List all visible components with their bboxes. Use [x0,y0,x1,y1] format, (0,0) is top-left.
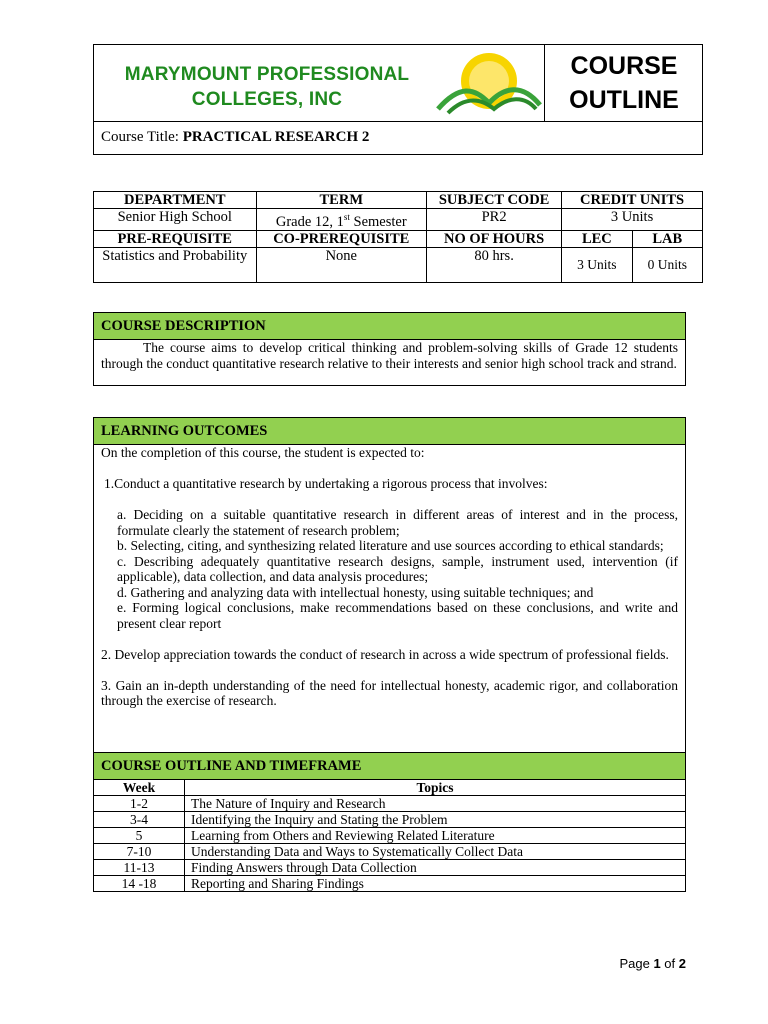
outcome-sub-a: a. Deciding on a suitable quantitative research in different areas of interest and in the process, formulate clearly the statement of research problem; [117,507,678,538]
hours-value: 80 hrs. [427,247,562,282]
college-name-line1: MARYMOUNT PROFESSIONAL [124,64,410,85]
document-title-line2: OUTLINE [569,86,679,114]
prerequisite-value: Statistics and Probability [94,247,257,282]
term-label: TERM [256,192,427,209]
lab-value: 0 Units [632,247,702,282]
week-cell: 3-4 [94,812,185,828]
table-row [94,828,685,844]
week-cell: 11-13 [94,860,185,876]
page-number [619,956,686,971]
page-total: 2 [678,956,686,971]
course-outline-heading: COURSE OUTLINE AND TIMEFRAME [94,753,685,779]
table-row [94,876,685,892]
subject-code-value: PR2 [427,209,562,231]
course-title-label: Course Title: [101,129,179,145]
learning-outcomes-body [94,445,685,709]
document-title-line1: COURSE [570,52,678,80]
page-word: Page [619,956,650,971]
topics-column-header: Topics [185,780,686,796]
course-description-heading: COURSE DESCRIPTION [94,313,685,340]
table-row [94,812,685,828]
department-value: Senior High School [94,209,257,231]
term-value-suffix: Semester [349,213,407,230]
lec-label: LEC [562,230,632,247]
lab-label: LAB [632,230,702,247]
outcome-item-3: 3. Gain an in-depth understanding of the need for intellectual honesty, academic rigor, and collaboration through the exercise of research. [101,677,678,708]
course-title-row [101,129,369,146]
header-top-row [94,45,702,122]
college-name-line2: COLLEGES, INC [191,89,343,110]
topic-cell: Understanding Data and Ways to Systematically Collect Data [185,844,686,860]
outcome-sub-d: d. Gathering and analyzing data with intellectual honesty, using suitable techniques; and [117,584,594,600]
learning-outcomes-heading: LEARNING OUTCOMES [94,418,685,445]
credit-units-label: CREDIT UNITS [562,192,703,209]
page-of: of [664,956,676,971]
department-label: DEPARTMENT [94,192,257,209]
course-outline-table [94,779,685,891]
document-header [93,44,703,155]
topic-cell: Identifying the Inquiry and Stating the Problem [185,812,686,828]
outcome-item-2: 2. Develop appreciation towards the conduct of research in across a wide spectrum of professional fields. [101,646,669,662]
credit-units-value: 3 Units [562,209,703,231]
week-column-header: Week [94,780,185,796]
topic-cell: Reporting and Sharing Findings [185,876,686,892]
term-value-sup: st [343,212,350,222]
prerequisite-label: PRE-REQUISITE [94,230,257,247]
course-title-value: PRACTICAL RESEARCH 2 [182,129,370,145]
college-name [102,62,432,112]
week-cell: 7-10 [94,844,185,860]
table-row [94,860,685,876]
course-outline-section [93,752,686,892]
term-value-prefix: Grade 12, 1 [275,213,344,230]
outcome-sub-b: b. Selecting, citing, and synthesizing related literature and use sources according to ethical standards; [117,538,664,553]
week-cell: 5 [94,828,185,844]
week-cell: 1-2 [94,796,185,812]
course-description-text: The course aims to develop critical thinking and problem-solving skills of Grade 12 students through the conduct quantitative research relative to their interests and senior high school track and strand. [101,340,678,371]
outcomes-intro: On the completion of this course, the student is expected to: [101,445,425,460]
document-title [545,49,703,117]
outcome-sub-c: c. Describing adequately quantitative research designs, sample, instrument used, intervention (if applicable), data collection, and data analysis procedures; [117,553,678,584]
lec-value: 3 Units [562,247,632,282]
table-row [94,844,685,860]
term-value [256,209,427,231]
topic-cell: The Nature of Inquiry and Research [185,796,686,812]
subject-code-label: SUBJECT CODE [427,192,562,209]
college-logo-icon [434,47,544,119]
course-description-section [93,312,686,386]
week-cell: 14 -18 [94,876,185,892]
outcome-sub-e: e. Forming logical conclusions, make recommendations based on these conclusions, and write and present clear report [117,600,678,631]
topic-cell: Learning from Others and Reviewing Related Literature [185,828,686,844]
course-info-table [93,191,703,283]
page-current: 1 [653,956,661,971]
hours-label: NO OF HOURS [427,230,562,247]
coprerequisite-value: None [256,247,427,282]
outcome-item-1: 1.Conduct a quantitative research by undertaking a rigorous process that involves: [104,476,548,491]
table-header-row [94,780,685,796]
coprerequisite-label: CO-PREREQUISITE [256,230,427,247]
table-row [94,796,685,812]
topic-cell: Finding Answers through Data Collection [185,860,686,876]
learning-outcomes-section [93,417,686,753]
